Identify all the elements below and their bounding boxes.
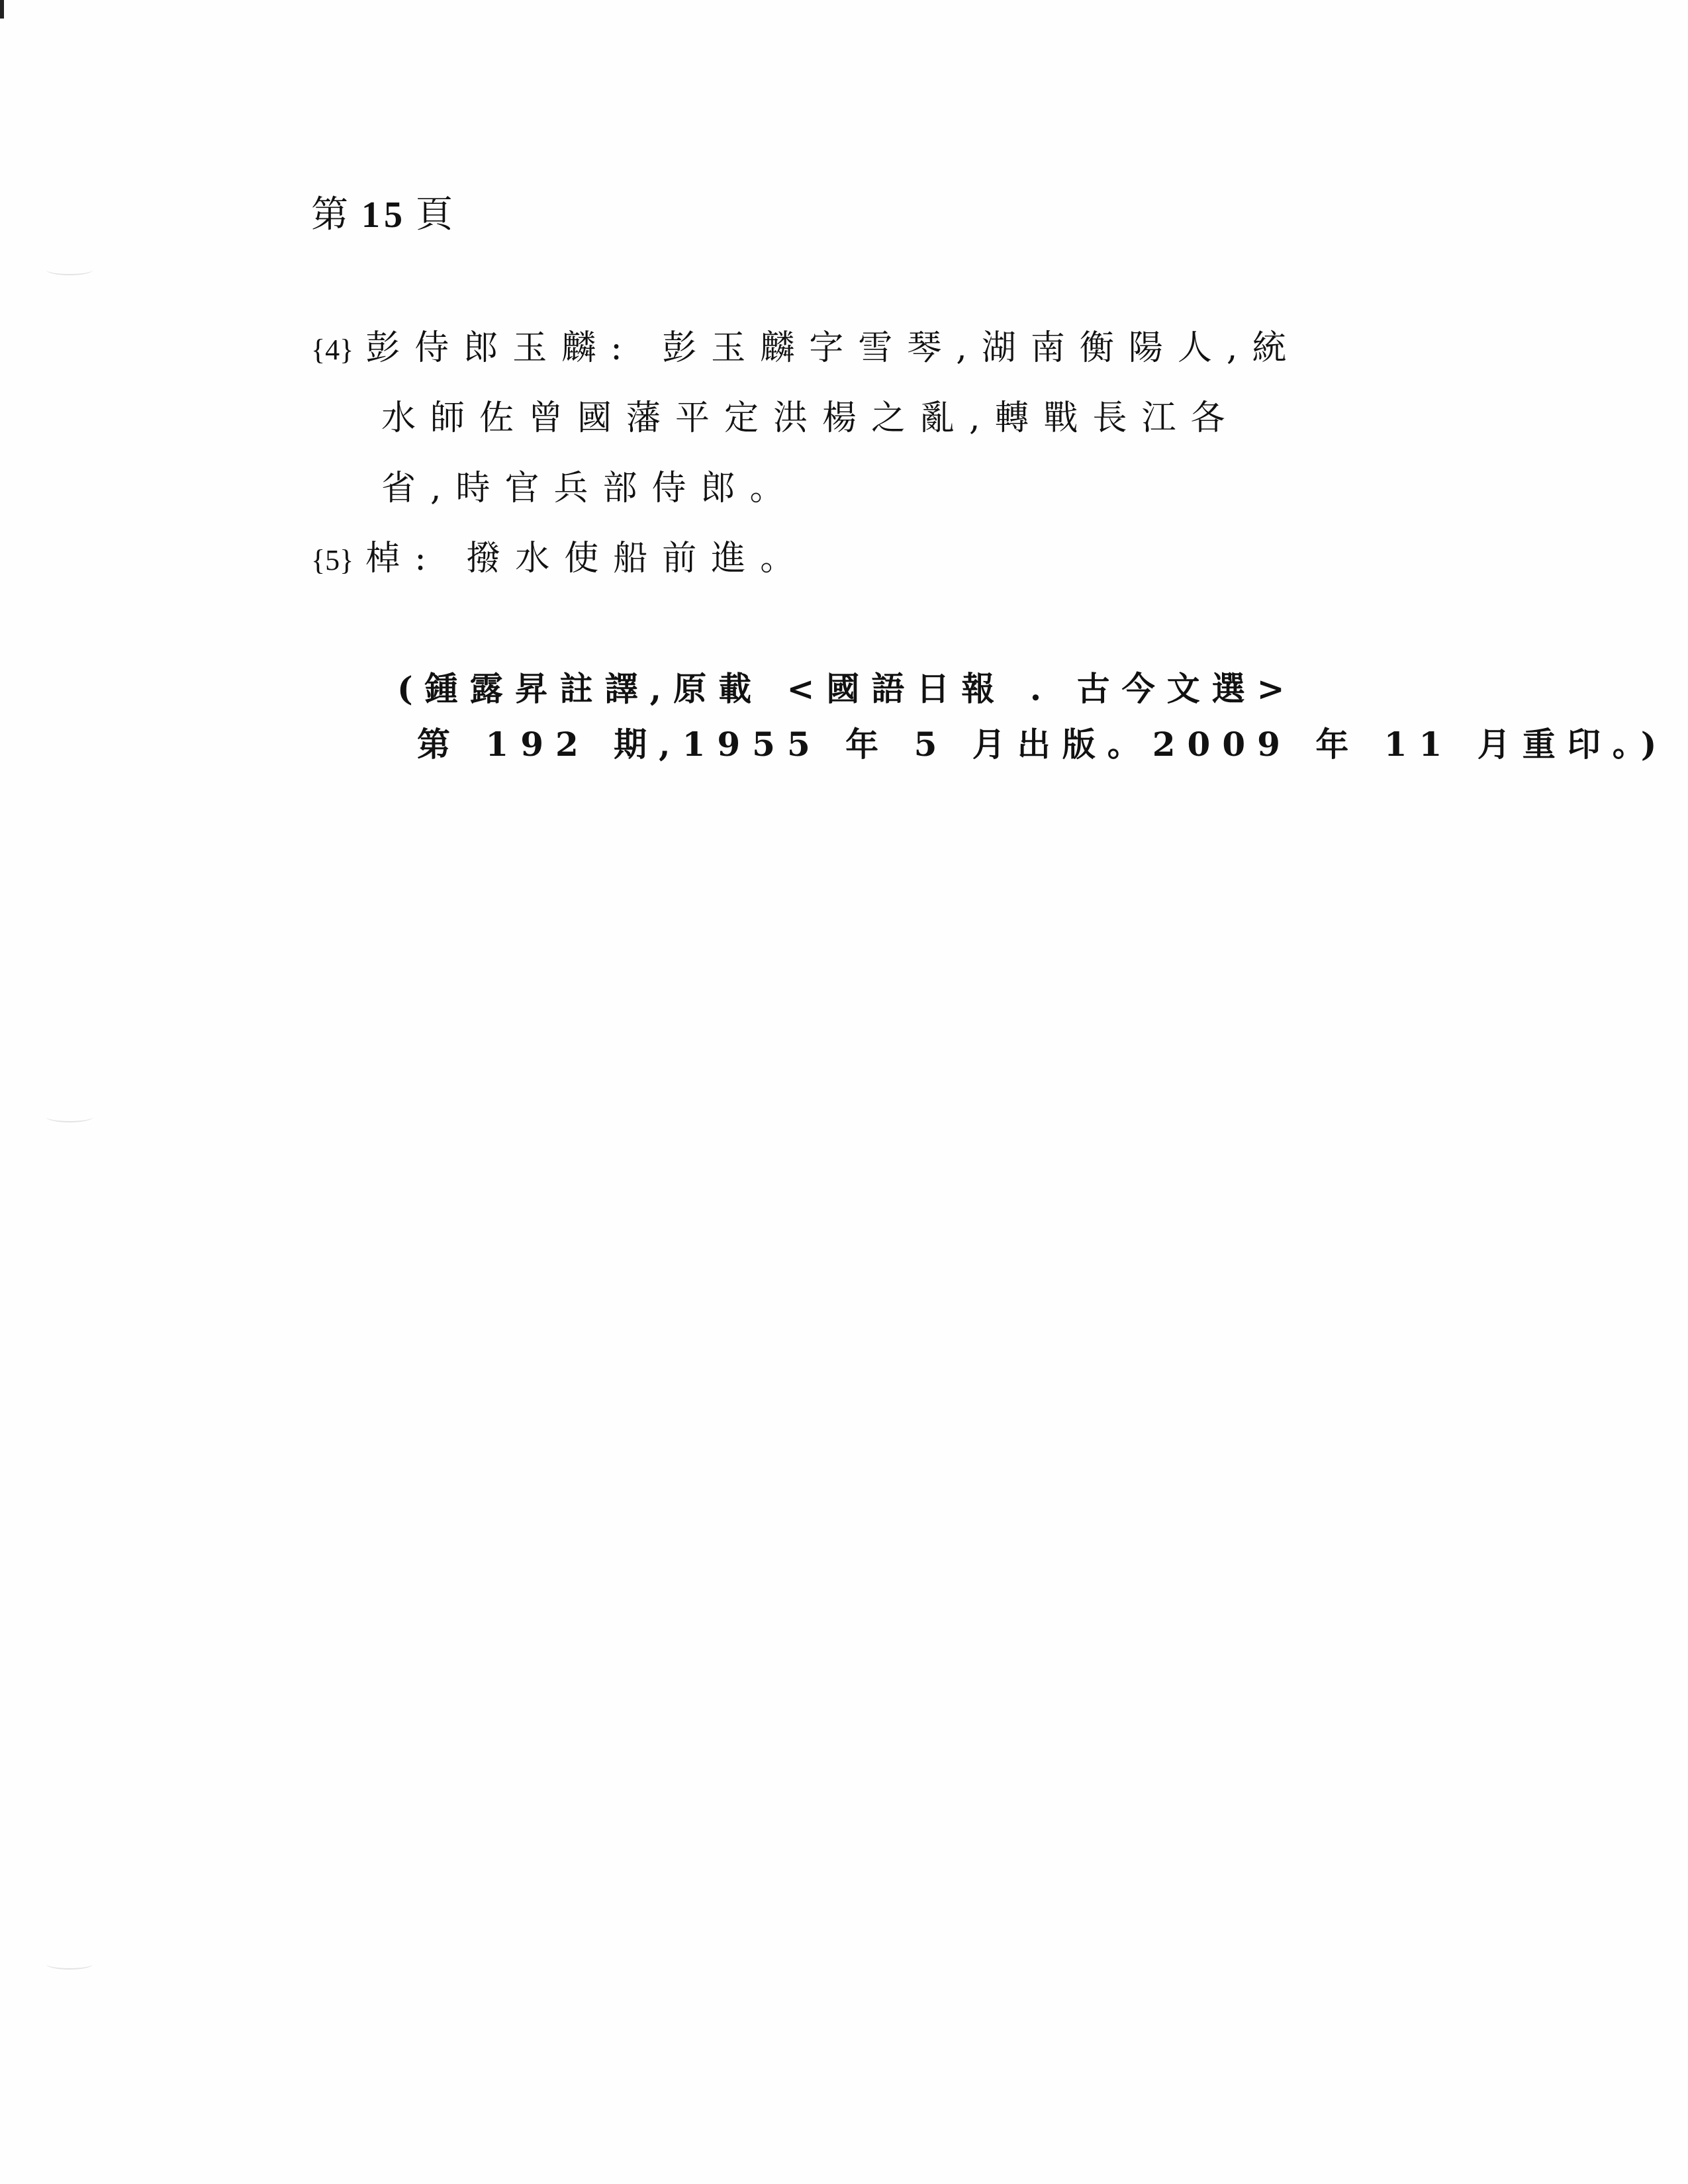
scan-edge-mark (0, 0, 4, 19)
footnote-4-line-3: 省,時官兵部侍郎。 (381, 469, 799, 508)
page-number-prefix: 第 (311, 193, 352, 236)
source-credit-line-1: (鍾露昇註譯,原載 <國語日報 . 古今文選> (397, 669, 1297, 708)
footnote-4-line-1 (311, 328, 1301, 368)
footnote-4-line-2: 水師佐曾國藩平定洪楊之亂,轉戰長江各 (381, 398, 1240, 438)
punch-hole-shadow (46, 1959, 93, 1970)
punch-hole-shadow (46, 265, 93, 275)
footnote-text: 棹: 撥水使船前進。 (365, 539, 810, 578)
footnote-text: 彭侍郎玉麟: 彭玉麟字雪琴,湖南衡陽人,統 (365, 328, 1301, 368)
punch-hole-shadow (46, 1112, 93, 1122)
footnote-marker: {4} (311, 334, 354, 366)
source-credit-line-2: 第 192 期,1955 年 5 月出版。2009 年 11 月重印。) (417, 725, 1669, 764)
page-number-suffix: 頁 (416, 193, 457, 236)
footnote-5-line-1 (311, 541, 809, 576)
page-number-value: 15 (361, 195, 406, 236)
footnote-marker: {5} (311, 544, 354, 576)
page-number-label (311, 185, 457, 238)
